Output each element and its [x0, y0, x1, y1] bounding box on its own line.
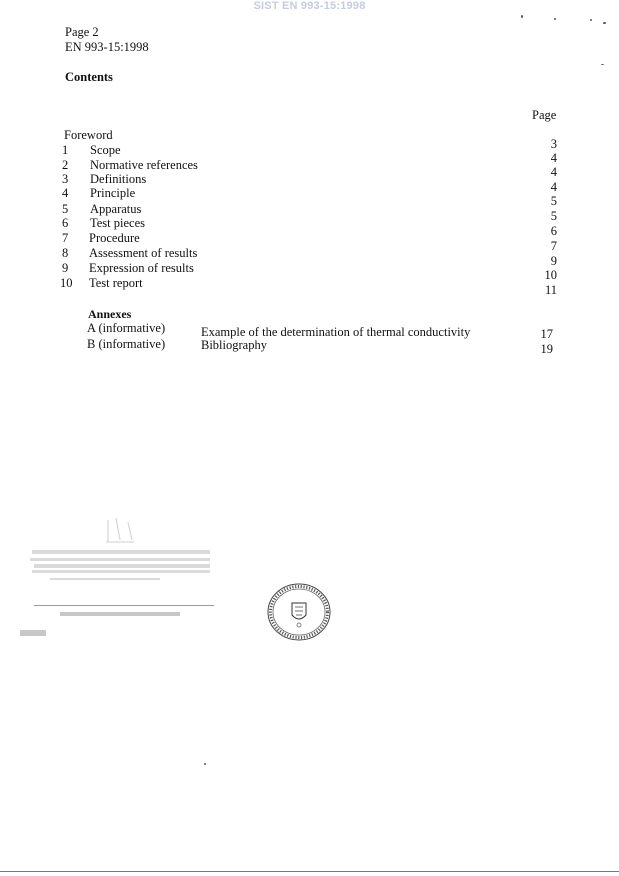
page-column-label: Page [532, 108, 557, 122]
toc-title: Principle [90, 186, 136, 200]
toc-number: 7 [62, 231, 69, 245]
contents-title: Contents [65, 70, 113, 84]
toc-title: Test report [89, 276, 143, 290]
annex-label: B (informative) [87, 337, 166, 351]
toc-page: 5 [550, 209, 557, 223]
toc-title: Expression of results [89, 261, 194, 275]
toc-number: 10 [60, 276, 73, 290]
annex-page: 19 [540, 342, 553, 356]
scan-speck [521, 15, 523, 18]
annex-title: Example of the determination of thermal conductivity [201, 325, 471, 339]
toc-page: 5 [550, 194, 557, 208]
scan-speck [204, 763, 206, 765]
scan-edge-line [0, 871, 619, 872]
toc-title: Assessment of results [89, 246, 198, 260]
toc-page: 6 [550, 224, 557, 238]
annex-title: Bibliography [201, 338, 267, 352]
faded-stamp [20, 512, 220, 642]
toc-page: 4 [550, 151, 557, 165]
annex-label: A (informative) [87, 321, 166, 335]
toc-page: 4 [550, 180, 557, 194]
scan-speck [590, 19, 592, 21]
scan-speck [601, 64, 604, 65]
toc-title: Scope [90, 143, 121, 157]
toc-title: Definitions [90, 172, 147, 186]
watermark: SIST EN 993-15:1998 [253, 0, 366, 12]
scan-speck [554, 18, 556, 20]
toc-page: 10 [544, 268, 557, 282]
toc-page: 11 [544, 283, 557, 297]
toc-title: Procedure [89, 231, 140, 245]
annexes-heading: Annexes [88, 307, 132, 321]
annex-page: 17 [540, 327, 553, 341]
toc-page: 3 [550, 137, 557, 151]
toc-number: 5 [62, 202, 69, 216]
toc-number: 6 [62, 216, 69, 230]
toc-title: Normative references [90, 158, 198, 172]
toc-number: 4 [62, 186, 69, 200]
toc-page: 4 [550, 165, 557, 179]
toc-number: 1 [62, 143, 69, 157]
toc-number: 3 [62, 172, 69, 186]
toc-number: 8 [62, 246, 69, 260]
toc-number: 9 [62, 261, 69, 275]
scan-speck [603, 22, 606, 24]
toc-title: Apparatus [90, 202, 142, 216]
official-seal [266, 582, 332, 642]
toc-page: 9 [550, 254, 557, 268]
standard-reference: EN 993-15:1998 [65, 40, 149, 54]
toc-page: 7 [550, 239, 557, 253]
page-number-header: Page 2 [65, 25, 99, 39]
toc-number: 2 [62, 158, 69, 172]
toc-title-foreword: Foreword [64, 128, 113, 142]
toc-title: Test pieces [90, 216, 146, 230]
